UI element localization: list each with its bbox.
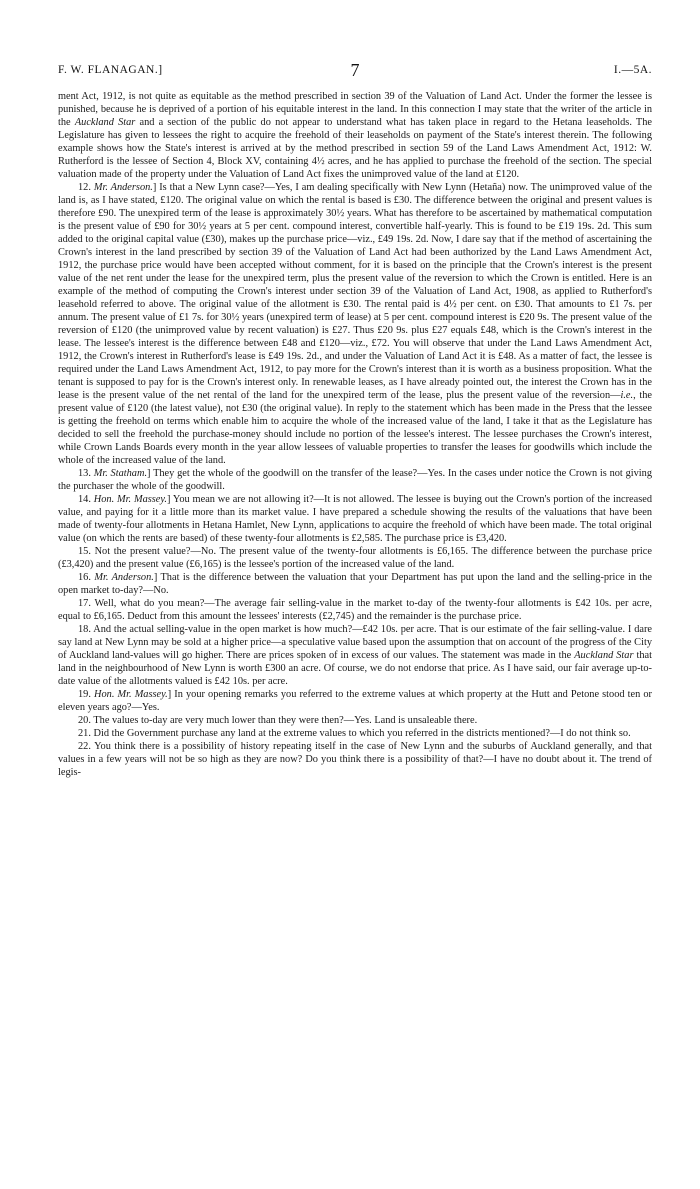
text-run: ] That is the difference between the valuation that your Department has put upon the land and the selling-price in the open market to-day?—No. [58, 572, 653, 596]
paragraph [58, 493, 652, 545]
paragraph [58, 623, 652, 688]
text-run: ] In your opening remarks you referred to the extreme values at which property at the Hutt and Petone stood ten or eleven years ago?—Yes. [58, 689, 652, 713]
text-run: 18. And the actual selling-value in the open market is how much?—£42 10s. per acre. That is our estimate of the fair selling-value. I dare say land at New Lynn may be sold at a higher price—a speculative value based upon the assumption that on account of the progress of the City of Auckland land-values will go higher. There are prices spoken of in excess of our values. The statement was made in the [58, 624, 652, 661]
italic-text: Mr. Statham. [93, 468, 148, 479]
paragraph [58, 714, 652, 727]
page-number: 7 [350, 60, 360, 80]
paragraph [58, 688, 652, 714]
text-run: ] They get the whole of the goodwill on the transfer of the lease?—Yes. In the cases under notice the Crown is not giving the purchaser the whole of the goodwill. [58, 468, 652, 492]
paragraph [58, 545, 652, 571]
text-run: ment Act, 1912, is not quite as equitable as the method prescribed in section 39 of the Valuation of Land Act. Under the former the lessee is punished, because he is deprived of a portion of his equitable interest in the land. In this connection I may state that the writer of the article in the [58, 91, 652, 128]
paragraph [58, 90, 652, 181]
paragraph [58, 740, 652, 779]
italic-text: Auckland Star [574, 650, 634, 661]
page-header [58, 60, 652, 84]
text-run: 22. You think there is a possibility of history repeating itself in the case of New Lynn and the suburbs of Auckland generally, and that values in a few years will not be so high as they are now? Do you think there is a possibility of that?—I have no doubt about it. The trend of legis- [58, 741, 652, 778]
italic-text: i.e. [620, 390, 634, 401]
text-run: ] You mean we are not allowing it?—It is not allowed. The lessee is buying out the Crown's portion of the increased value, and paying for it a little more than its market value. I have prepared a schedule showing the results of the valuations that have been made of twenty-four allotments in Hetana Hamlet, New Lynn, applications to acquire the freehold of which have been made. The total original value (on which the rents are based) of these twenty-four allotments is £2,585. The purchase price is £3,420. [58, 494, 652, 544]
text-run: 19. [78, 689, 95, 700]
document-body [58, 90, 652, 779]
italic-text: Auckland Star [74, 117, 136, 128]
italic-text: Hon. Mr. Massey. [94, 689, 168, 700]
text-run: 21. Did the Government purchase any land at the extreme values to which you referred in the districts mentioned?—I do not think so. [78, 728, 631, 739]
text-run: 17. Well, what do you mean?—The average fair selling-value in the market to-day of the twenty-four allotments is £42 10s. per acre, equal to £6,165. Deduct from this amount the lessees' interests (£2,745) and the remainder is the purchase price. [58, 598, 652, 622]
header-witness-name: F. W. FLANAGAN.] [58, 64, 163, 76]
paragraph [58, 467, 652, 493]
italic-text: Mr. Anderson. [94, 572, 154, 583]
text-run: and a section of the public do not appear to understand what has taken place in regard to the Hetana leaseholds. The Legislature has given to lessees the right to acquire the freehold of their leaseholds on payment of the State's interest therein. The following example shows how the State's interest is arrived at by the method prescribed in section 59 of the Land Laws Amendment Act, 1912: W. Rutherford is the lessee of Section 4, Block XV, containing 4½ acres, and he has applied to purchase the freehold of the section. The special valuation made of the property under the Valuation of Land Act fixes the unimproved value of the land at £120. [58, 117, 652, 180]
paragraph [58, 181, 652, 467]
text-run: , the present value of £120 (the latest value), not £30 (the original value). In reply to the statement which has been made in the Press that the lessee is getting the freehold on terms which enable him to acquire the whole of the increased value of the land, I take it that as the Legislature has decided to sell the freehold the purchase-money should include no portion of the lessee's interest. The lessee purchases the Crown's interest, while Crown Lands Boards every month in the year allow lessees of valuable properties to transfer the leases for goodwills which include the whole of the increased value of the land. [58, 390, 653, 466]
text-run: 15. Not the present value?—No. The present value of the twenty-four allotments is £6,165. The difference between the purchase price (£3,420) and the present value (£6,165) is the lessee's portion of the increased value of the land. [58, 546, 652, 570]
text-run: ] Is that a New Lynn case?—Yes, I am dealing specifically with New Lynn (Hetaña) now. The unimproved value of the land is, as I have stated, £120. The original value on which the rental is based is £30. The difference between the original and present values is therefore £90. The unexpired term of the lease is approximately 30½ years. What has therefore to be ascertained by mathematical computation is the present value of £90 for 30½ years at 5 per cent. compound interest, convertible half-yearly. This is found to be £19 19s. 2d. This sum added to the original capital value (£30), makes up the purchase price—viz., £49 19s. 2d. Now, I dare say that if the method of ascertaining the Crown's interest in the land prescribed by section 39 of the Valuation of Land Act had been authorized by the Land Laws Amendment Act, 1912, the purchase price would have been accepted without comment, for it is based on the principle that the Crown's interest is the present value of the net rent under the lease for the unexpired term, plus the present value of the reversion to which the Crown is entitled. Here is an example of the method of computing the Crown's interest under section 39 of the Valuation of Land Act, 1908, as applied to Rutherford's leasehold referred to above. The original value of the allotment is £30. The rental paid is 4½ per cent. on £30. That amounts to £1 7s. per annum. The present value of £1 7s. for 30½ years (unexpired term of lease) at 5 per cent. compound interest is £20 9s. The present value of the reversion of £120 (the unimproved value by recent valuation) is £27. Thus £20 9s. plus £27 equals £48, which is the Crown's interest in the lease. The lessee's interest is the difference between £48 and £120—viz., £72. You will observe that under the Land Laws Amendment Act, 1912, the Crown's interest in Rutherford's lease is £49 19s. 2d., and under the Valuation of Land Act it is £48. As a matter of fact, the lessee is required under the Land Laws Amendment Act, 1912, to pay more for the Crown's interest than it is worth as a business proposition. What the tenant is supposed to pay for is the Crown's interest only. In renewable leases, as I have already pointed out, the interest the Crown has in the lease is the present value of the net rental of the land for the unexpired term of the lease, plus the present value of the reversion— [58, 182, 653, 401]
text-run: 12. [78, 182, 94, 193]
text-run: 13. [78, 468, 94, 479]
paragraph [58, 727, 652, 740]
header-document-code: I.—5A. [613, 64, 652, 76]
text-run: 14. [78, 494, 94, 505]
text-run: that land in the neighbourhood of New Lynn is worth £300 an acre. Of course, we do not endorse that price. As I have said, our fair average up-to-date value of the allotments valued is £42 10s. per acre. [58, 650, 652, 687]
text-run: 20. The values to-day are very much lower than they were then?—Yes. Land is unsaleable there. [78, 715, 478, 726]
italic-text: Mr. Anderson. [93, 182, 153, 193]
paragraph [58, 571, 652, 597]
italic-text: Hon. Mr. Massey. [93, 494, 168, 505]
text-run: 16. [78, 572, 95, 583]
paragraph [58, 597, 652, 623]
